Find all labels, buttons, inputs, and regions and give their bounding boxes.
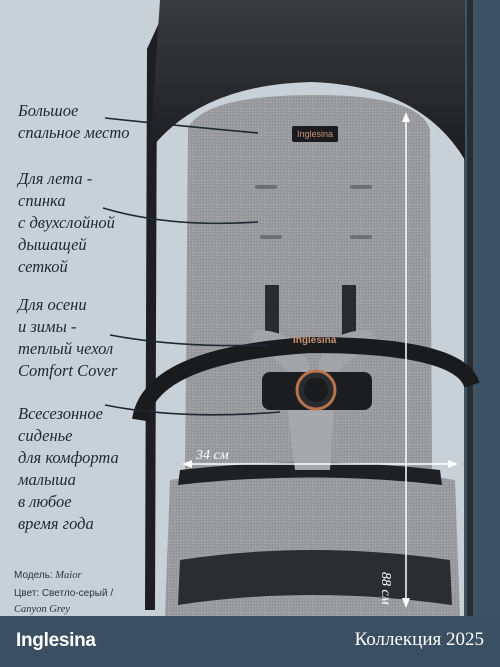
height-dimension: 88 см [378, 572, 393, 605]
callout-all-season-seat [18, 381, 119, 557]
seat-logo: Inglesina [292, 126, 338, 142]
footer-bar [0, 616, 500, 667]
color-value-ru: Светло-серый / [41, 588, 114, 599]
callout-summer-backrest-text: Для лета - спинка с двухслойной дышащей сеткой [18, 169, 115, 276]
color-info [14, 586, 113, 601]
callout-winter-cover-text: Для осени и зимы - теплый чехол Comfort Cover [18, 295, 118, 380]
callout-all-season-seat-text: Всесезонное сиденье для комфорта малыша в любое время года [18, 404, 119, 533]
model-value: Maior [55, 570, 82, 581]
width-dimension: 34 см [196, 448, 229, 463]
callout-sleep-area-text: Большое спальное место [18, 101, 130, 142]
color-label: Цвет: [14, 588, 40, 599]
bar-logo: Inglesina [293, 335, 337, 346]
model-info [14, 568, 82, 583]
footer-brand: Inglesina [16, 630, 96, 651]
footer-collection: Коллекция 2025 [354, 629, 484, 650]
model-label: Модель: [14, 570, 53, 581]
color-value-en: Canyon Grey [14, 604, 70, 615]
